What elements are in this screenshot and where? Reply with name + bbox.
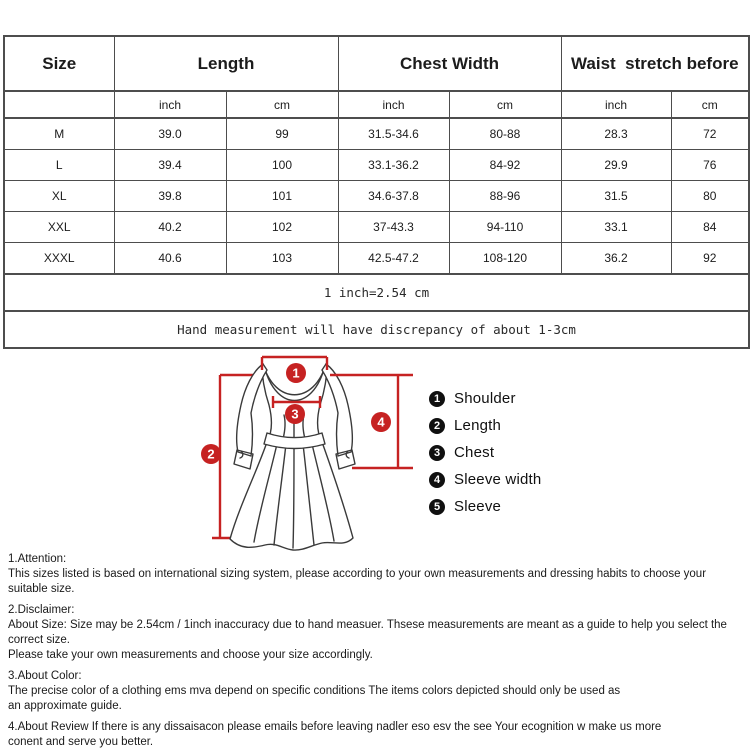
length-inch-value: 39.4 bbox=[114, 150, 226, 181]
size-label: XXL bbox=[4, 212, 114, 243]
dress-drawing bbox=[230, 364, 355, 550]
unit-length-cm: cm bbox=[226, 91, 338, 118]
measurement-legend bbox=[429, 390, 541, 525]
note-attention bbox=[8, 552, 746, 597]
col-header-size: Size bbox=[4, 36, 114, 91]
table-row bbox=[4, 150, 749, 181]
chest-inch-value: 42.5-47.2 bbox=[338, 243, 449, 275]
length-inch-value: 39.0 bbox=[114, 118, 226, 150]
legend-item-chest bbox=[429, 444, 541, 461]
chest-inch-value: 37-43.3 bbox=[338, 212, 449, 243]
legend-item-sleeve-width bbox=[429, 471, 541, 488]
length-cm-value: 100 bbox=[226, 150, 338, 181]
length-cm-value: 101 bbox=[226, 181, 338, 212]
legend-item-sleeve bbox=[429, 498, 541, 515]
length-cm-value: 99 bbox=[226, 118, 338, 150]
legend-label: Shoulder bbox=[454, 390, 516, 407]
measurement-note: Hand measurement will have discrepancy of about 1-3cm bbox=[4, 311, 749, 348]
chest-inch-value: 31.5-34.6 bbox=[338, 118, 449, 150]
legend-item-length bbox=[429, 417, 541, 434]
marker-2: 2 bbox=[207, 446, 215, 462]
note-about-color bbox=[8, 669, 746, 714]
unit-waist-inch: inch bbox=[561, 91, 671, 118]
size-label: XXXL bbox=[4, 243, 114, 275]
col-header-chest-width: Chest Width bbox=[338, 36, 561, 91]
unit-length-inch: inch bbox=[114, 91, 226, 118]
waist-inch-value: 36.2 bbox=[561, 243, 671, 275]
legend-label: Length bbox=[454, 417, 502, 434]
col-header-waist: Waist stretch before bbox=[561, 36, 749, 91]
legend-number-icon: 3 bbox=[429, 445, 445, 461]
waist-inch-value: 31.5 bbox=[561, 181, 671, 212]
conversion-note: 1 inch=2.54 cm bbox=[4, 274, 749, 311]
marker-4: 4 bbox=[377, 414, 385, 430]
length-cm-value: 102 bbox=[226, 212, 338, 243]
size-table-wrapper bbox=[3, 35, 750, 349]
unit-cell-empty bbox=[4, 91, 114, 118]
legend-number-icon: 1 bbox=[429, 391, 445, 407]
col-header-length: Length bbox=[114, 36, 338, 91]
marker-1: 1 bbox=[292, 365, 300, 381]
length-inch-value: 39.8 bbox=[114, 181, 226, 212]
table-row bbox=[4, 181, 749, 212]
legend-label: Sleeve width bbox=[454, 471, 542, 488]
note-about-review bbox=[8, 720, 746, 750]
chest-cm-value: 88-96 bbox=[449, 181, 561, 212]
waist-cm-value: 92 bbox=[671, 243, 749, 275]
note-line: The precise color of a clothing ems mva depend on specific conditions The items colors depicted should only be used as bbox=[8, 685, 621, 697]
waist-cm-value: 76 bbox=[671, 150, 749, 181]
chest-inch-value: 33.1-36.2 bbox=[338, 150, 449, 181]
legend-number-icon: 4 bbox=[429, 472, 445, 488]
note-line: This sizes listed is based on international sizing system, please according to your own measurements and dressing habits to choose your suitable size. bbox=[8, 568, 707, 595]
waist-cm-value: 72 bbox=[671, 118, 749, 150]
table-row bbox=[4, 118, 749, 150]
length-inch-value: 40.6 bbox=[114, 243, 226, 275]
table-row bbox=[4, 243, 749, 275]
note-line: conent and serve you better. bbox=[8, 736, 154, 748]
legend-label: Chest bbox=[454, 444, 495, 461]
waist-inch-value: 28.3 bbox=[561, 118, 671, 150]
chest-cm-value: 94-110 bbox=[449, 212, 561, 243]
note-disclaimer bbox=[8, 603, 746, 663]
chest-inch-value: 34.6-37.8 bbox=[338, 181, 449, 212]
table-row bbox=[4, 212, 749, 243]
size-label: M bbox=[4, 118, 114, 150]
size-label: L bbox=[4, 150, 114, 181]
bottom-notes bbox=[8, 552, 746, 756]
legend-number-icon: 5 bbox=[429, 499, 445, 515]
length-inch-value: 40.2 bbox=[114, 212, 226, 243]
conversion-note-row bbox=[4, 274, 749, 311]
chest-cm-value: 84-92 bbox=[449, 150, 561, 181]
chest-cm-value: 108-120 bbox=[449, 243, 561, 275]
marker-3: 3 bbox=[291, 406, 299, 422]
note-line: Please take your own measurements and choose your size accordingly. bbox=[8, 649, 373, 661]
note-title: 2.Disclaimer: bbox=[8, 604, 75, 616]
waist-cm-value: 84 bbox=[671, 212, 749, 243]
note-line: an approximate guide. bbox=[8, 700, 122, 712]
unit-chest-inch: inch bbox=[338, 91, 449, 118]
legend-label: Sleeve bbox=[454, 498, 502, 515]
note-line: About Size: Size may be 2.54cm / 1inch inaccuracy due to hand measuer. Thsese measurements are meant as a guide to help you select the correct size. bbox=[8, 619, 727, 646]
legend-item-shoulder bbox=[429, 390, 541, 407]
size-label: XL bbox=[4, 181, 114, 212]
legend-number-icon: 2 bbox=[429, 418, 445, 434]
size-table bbox=[3, 35, 750, 349]
note-title: 1.Attention: bbox=[8, 553, 67, 565]
unit-chest-cm: cm bbox=[449, 91, 561, 118]
unit-waist-cm: cm bbox=[671, 91, 749, 118]
note-line: 4.About Review If there is any dissaisacon please emails before leaving nadler eso esv the see Your ecognition w make us more bbox=[8, 721, 662, 733]
table-units-row bbox=[4, 91, 749, 118]
waist-inch-value: 33.1 bbox=[561, 212, 671, 243]
table-header-row bbox=[4, 36, 749, 91]
length-cm-value: 103 bbox=[226, 243, 338, 275]
waist-cm-value: 80 bbox=[671, 181, 749, 212]
dress-diagram bbox=[193, 343, 428, 565]
chest-cm-value: 80-88 bbox=[449, 118, 561, 150]
waist-inch-value: 29.9 bbox=[561, 150, 671, 181]
note-title: 3.About Color: bbox=[8, 670, 82, 682]
